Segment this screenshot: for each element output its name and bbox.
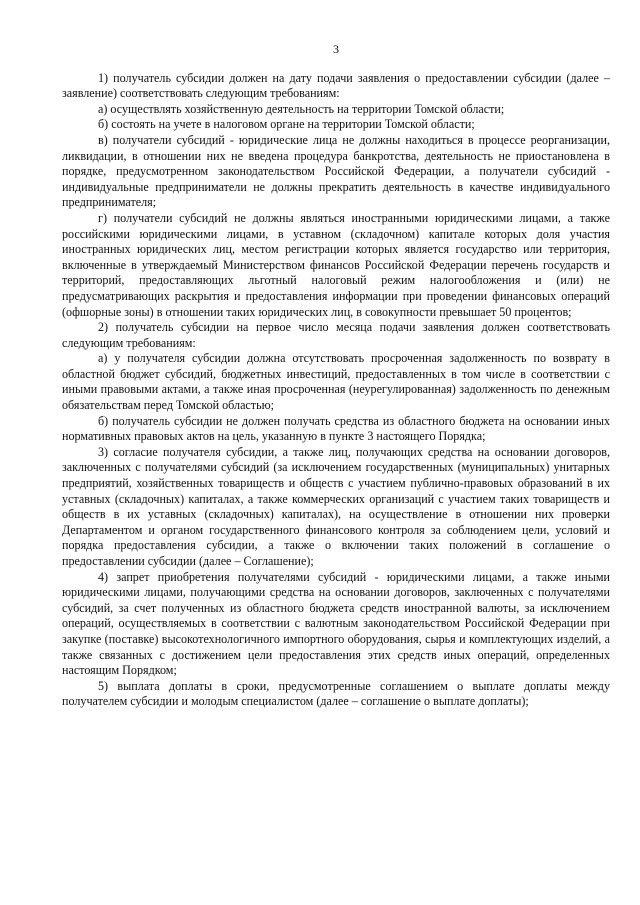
- paragraph-1a: а) осуществлять хозяйственную деятельность на территории Томской области;: [98, 101, 505, 116]
- paragraph-1g: г) получатели субсидий не должны являться иностранными юридическими лицами, а также российскими юридическими лицами, в уставном (складочном) капитале которых доля участия иностранных юридических лиц, местом регистрации которых является государство или территория, включенные в утверждаемый Министерством финансов Российской Федерации перечень государств и территорий, предоставляющих льготный налоговый режим налогообложения и (или) не предусматривающих раскрытия и предоставления информации при проведении финансовых операций (офшорные зоны) в отношении таких юридических лиц, в совокупности превышает 50 процентов;: [62, 210, 610, 319]
- paragraph-2b: б) получатель субсидии не должен получать средства из областного бюджета на основании иных нормативных правовых актов на цель, указанную в пункте 3 настоящего Порядка;: [62, 413, 610, 444]
- paragraph-1: 1) получатель субсидии должен на дату подачи заявления о предоставлении субсидии (далее – заявление) соответствовать следующим требованиям:: [62, 70, 610, 101]
- paragraph-2a: а) у получателя субсидии должна отсутствовать просроченная задолженность по возврату в областной бюджет субсидий, бюджетных инвестиций, предоставленных в том числе в соответствии с иными правовыми актами, а также иная просроченная (неурегулированная) задолженность по денежным обязательствам перед Томской областью;: [62, 351, 610, 413]
- paragraph-4: 4) запрет приобретения получателями субсидий - юридическими лицами, а также иными юридическими лицами, получающими средства на основании договоров, заключенных с получателями субсидий, за счет полученных из областного бюджета средств иностранной валюты, за исключением операций, осуществляемых в соответствии с валютным законодательством Российской Федерации при закупке (поставке) высокотехнологичного импортного оборудования, сырья и комплектующих изделий, а также связанных с достижением цели предоставления этих средств иных операций, определенных настоящим Порядком;: [62, 569, 610, 678]
- document-page: [62, 42, 610, 710]
- paragraph-5: 5) выплата доплаты в сроки, предусмотренные соглашением о выплате доплаты между получателем субсидии и молодым специалистом (далее – соглашение о выплате доплаты);: [62, 678, 610, 709]
- page-number: 3: [333, 42, 339, 56]
- paragraph-3: 3) согласие получателя субсидии, а также лиц, получающих средства на основании договоров, заключенных с получателями субсидий (за исключением государственных (муниципальных) унитарных предприятий, хозяйственных товариществ и обществ с участием публично-правовых образований в их уставных (складочных) капиталах, а также коммерческих организаций с участием таких товариществ и обществ в их уставных (складочных) капиталах), на осуществление в отношении них проверки Департаментом и органом государственного финансового контроля за соблюдением цели, условий и порядка предоставления субсидии, а также о включении таких положений в соглашение о предоставлении субсидии (далее – Соглашение);: [62, 444, 610, 568]
- paragraph-1b: б) состоять на учете в налоговом органе на территории Томской области;: [98, 117, 475, 132]
- paragraph-1v: в) получатели субсидий - юридические лица не должны находиться в процессе реорганизации, ликвидации, в отношении них не введена процедура банкротства, деятельность не приостановлена в порядке, предусмотренном законодательством Российской Федерации, а получатели субсидий - индивидуальные предприниматели не должны прекратить деятельность в качестве индивидуального предпринимателя;: [62, 132, 610, 210]
- paragraph-2: 2) получатель субсидии на первое число месяца подачи заявления должен соответствовать следующим требованиям:: [62, 320, 610, 350]
